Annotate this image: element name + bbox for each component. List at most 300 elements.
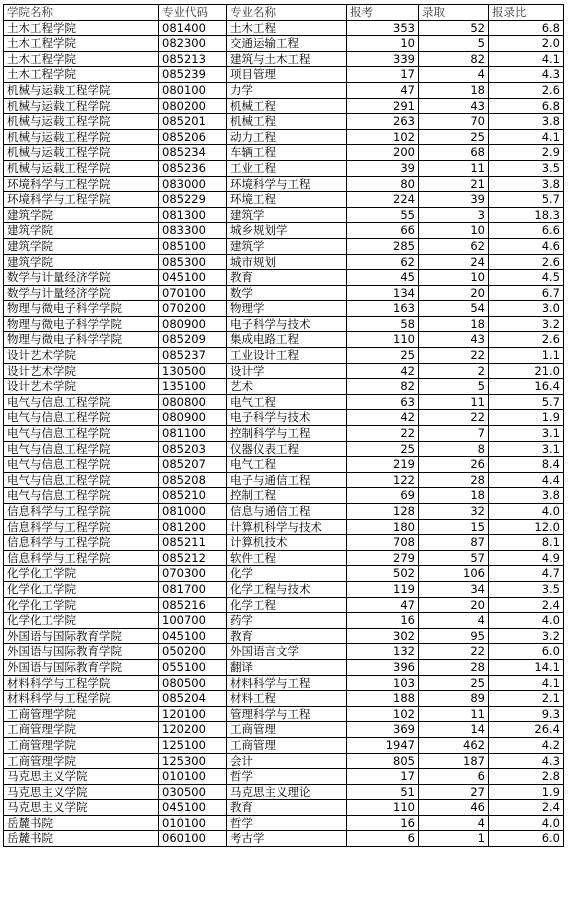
ratio-cell: 4.7	[489, 566, 564, 582]
major-code-cell: 125100	[159, 737, 227, 753]
college-cell: 机械与运载工程学院	[4, 160, 159, 176]
table-row	[4, 192, 564, 208]
ratio-cell: 5.7	[489, 394, 564, 410]
major-code-cell: 130500	[159, 363, 227, 379]
college-cell: 外国语与国际教育学院	[4, 644, 159, 660]
major-code-cell: 055100	[159, 659, 227, 675]
major-code-cell: 085100	[159, 238, 227, 254]
major-name-cell: 城乡规划学	[227, 223, 347, 239]
major-name-cell: 会计	[227, 753, 347, 769]
admitted-cell: 87	[419, 535, 489, 551]
college-cell: 信息科学与工程学院	[4, 550, 159, 566]
college-cell: 物理与微电子科学学院	[4, 301, 159, 317]
college-cell: 信息科学与工程学院	[4, 504, 159, 520]
college-cell: 电气与信息工程学院	[4, 488, 159, 504]
major-name-cell: 土木工程	[227, 20, 347, 36]
table-row	[4, 737, 564, 753]
applicants-cell: 22	[347, 426, 419, 442]
ratio-cell: 4.3	[489, 67, 564, 83]
major-code-cell: 070100	[159, 285, 227, 301]
ratio-cell: 4.1	[489, 129, 564, 145]
major-code-cell: 060100	[159, 831, 227, 847]
ratio-cell: 8.1	[489, 535, 564, 551]
applicants-cell: 6	[347, 831, 419, 847]
table-row	[4, 613, 564, 629]
major-code-cell: 010100	[159, 815, 227, 831]
admitted-cell: 95	[419, 628, 489, 644]
college-cell: 工商管理学院	[4, 722, 159, 738]
ratio-cell: 6.0	[489, 644, 564, 660]
applicants-cell: 134	[347, 285, 419, 301]
major-name-cell: 马克思主义理论	[227, 784, 347, 800]
major-name-cell: 环境科学与工程	[227, 176, 347, 192]
major-name-cell: 教育	[227, 270, 347, 286]
major-name-cell: 翻译	[227, 659, 347, 675]
major-code-cell: 085201	[159, 114, 227, 130]
college-cell: 工商管理学院	[4, 737, 159, 753]
major-name-cell: 哲学	[227, 815, 347, 831]
ratio-cell: 1.9	[489, 784, 564, 800]
table-row	[4, 753, 564, 769]
ratio-cell: 2.8	[489, 769, 564, 785]
ratio-cell: 2.4	[489, 597, 564, 613]
major-code-cell: 083000	[159, 176, 227, 192]
applicants-cell: 279	[347, 550, 419, 566]
college-cell: 数学与计量经济学院	[4, 270, 159, 286]
applicants-cell: 353	[347, 20, 419, 36]
applicants-cell: 58	[347, 316, 419, 332]
major-name-cell: 电子科学与技术	[227, 410, 347, 426]
admitted-cell: 46	[419, 800, 489, 816]
college-cell: 环境科学与工程学院	[4, 192, 159, 208]
admitted-cell: 21	[419, 176, 489, 192]
table-row	[4, 722, 564, 738]
major-code-cell: 085229	[159, 192, 227, 208]
applicants-cell: 51	[347, 784, 419, 800]
table-row	[4, 535, 564, 551]
applicants-cell: 42	[347, 410, 419, 426]
admitted-cell: 4	[419, 613, 489, 629]
admitted-cell: 11	[419, 706, 489, 722]
ratio-cell: 3.8	[489, 176, 564, 192]
admitted-cell: 4	[419, 815, 489, 831]
college-cell: 信息科学与工程学院	[4, 519, 159, 535]
applicants-cell: 369	[347, 722, 419, 738]
ratio-cell: 5.7	[489, 192, 564, 208]
major-name-cell: 化学	[227, 566, 347, 582]
table-row	[4, 223, 564, 239]
ratio-cell: 6.7	[489, 285, 564, 301]
admitted-cell: 187	[419, 753, 489, 769]
table-row	[4, 270, 564, 286]
ratio-cell: 16.4	[489, 379, 564, 395]
ratio-cell: 2.1	[489, 691, 564, 707]
major-name-cell: 计算机科学与技术	[227, 519, 347, 535]
table-row	[4, 316, 564, 332]
major-code-cell: 081700	[159, 581, 227, 597]
table-row	[4, 831, 564, 847]
college-cell: 建筑学院	[4, 238, 159, 254]
college-cell: 马克思主义学院	[4, 769, 159, 785]
applicants-cell: 25	[347, 348, 419, 364]
admitted-cell: 34	[419, 581, 489, 597]
applicants-cell: 163	[347, 301, 419, 317]
table-row	[4, 285, 564, 301]
table-row	[4, 441, 564, 457]
college-cell: 设计艺术学院	[4, 379, 159, 395]
applicants-cell: 110	[347, 332, 419, 348]
major-code-cell: 085208	[159, 472, 227, 488]
admitted-cell: 43	[419, 98, 489, 114]
major-name-cell: 工业设计工程	[227, 348, 347, 364]
applicants-cell: 119	[347, 581, 419, 597]
college-cell: 物理与微电子科学学院	[4, 316, 159, 332]
table-row	[4, 519, 564, 535]
applicants-cell: 502	[347, 566, 419, 582]
table-row	[4, 67, 564, 83]
major-code-cell: 083300	[159, 223, 227, 239]
admitted-cell: 52	[419, 20, 489, 36]
admitted-cell: 3	[419, 207, 489, 223]
applicants-cell: 62	[347, 254, 419, 270]
major-code-cell: 045100	[159, 800, 227, 816]
ratio-cell: 4.6	[489, 238, 564, 254]
major-name-cell: 动力工程	[227, 129, 347, 145]
major-name-cell: 工业工程	[227, 160, 347, 176]
header-ratio: 报录比	[489, 5, 564, 21]
header-applicants: 报考	[347, 5, 419, 21]
college-cell: 机械与运载工程学院	[4, 114, 159, 130]
major-code-cell: 085213	[159, 51, 227, 67]
college-cell: 电气与信息工程学院	[4, 441, 159, 457]
admitted-cell: 15	[419, 519, 489, 535]
applicants-cell: 10	[347, 36, 419, 52]
admitted-cell: 10	[419, 223, 489, 239]
ratio-cell: 4.0	[489, 815, 564, 831]
major-name-cell: 哲学	[227, 769, 347, 785]
admitted-cell: 2	[419, 363, 489, 379]
applicants-cell: 1947	[347, 737, 419, 753]
table-row	[4, 581, 564, 597]
ratio-cell: 14.1	[489, 659, 564, 675]
ratio-cell: 3.8	[489, 114, 564, 130]
applicants-cell: 17	[347, 67, 419, 83]
ratio-cell: 4.3	[489, 753, 564, 769]
ratio-cell: 21.0	[489, 363, 564, 379]
ratio-cell: 6.8	[489, 98, 564, 114]
table-row	[4, 410, 564, 426]
major-name-cell: 考古学	[227, 831, 347, 847]
major-code-cell: 045100	[159, 628, 227, 644]
table-row	[4, 348, 564, 364]
ratio-cell: 1.9	[489, 410, 564, 426]
major-name-cell: 数学	[227, 285, 347, 301]
major-code-cell: 080200	[159, 98, 227, 114]
admitted-cell: 20	[419, 285, 489, 301]
header-major-name: 专业名称	[227, 5, 347, 21]
college-cell: 电气与信息工程学院	[4, 426, 159, 442]
applicants-cell: 103	[347, 675, 419, 691]
table-row	[4, 82, 564, 98]
major-name-cell: 艺术	[227, 379, 347, 395]
admitted-cell: 18	[419, 488, 489, 504]
major-name-cell: 管理科学与工程	[227, 706, 347, 722]
table-row	[4, 36, 564, 52]
admitted-cell: 68	[419, 145, 489, 161]
applicants-cell: 45	[347, 270, 419, 286]
table-row	[4, 488, 564, 504]
major-code-cell: 080800	[159, 394, 227, 410]
applicants-cell: 200	[347, 145, 419, 161]
applicants-cell: 339	[347, 51, 419, 67]
admitted-cell: 70	[419, 114, 489, 130]
major-code-cell: 080500	[159, 675, 227, 691]
admitted-cell: 89	[419, 691, 489, 707]
table-row	[4, 207, 564, 223]
major-code-cell: 081100	[159, 426, 227, 442]
admitted-cell: 14	[419, 722, 489, 738]
major-name-cell: 药学	[227, 613, 347, 629]
major-code-cell: 085216	[159, 597, 227, 613]
admitted-cell: 24	[419, 254, 489, 270]
major-name-cell: 信息与通信工程	[227, 504, 347, 520]
applicants-cell: 47	[347, 597, 419, 613]
college-cell: 化学化工学院	[4, 581, 159, 597]
applicants-cell: 708	[347, 535, 419, 551]
table-row	[4, 472, 564, 488]
applicants-cell: 16	[347, 815, 419, 831]
admitted-cell: 7	[419, 426, 489, 442]
applicants-cell: 291	[347, 98, 419, 114]
admitted-cell: 25	[419, 675, 489, 691]
ratio-cell: 3.1	[489, 441, 564, 457]
ratio-cell: 6.8	[489, 20, 564, 36]
applicants-cell: 188	[347, 691, 419, 707]
table-row	[4, 426, 564, 442]
major-name-cell: 工商管理	[227, 737, 347, 753]
major-name-cell: 机械工程	[227, 98, 347, 114]
applicants-cell: 396	[347, 659, 419, 675]
college-cell: 物理与微电子科学学院	[4, 332, 159, 348]
ratio-cell: 6.6	[489, 223, 564, 239]
major-code-cell: 085211	[159, 535, 227, 551]
applicants-cell: 25	[347, 441, 419, 457]
college-cell: 化学化工学院	[4, 613, 159, 629]
major-name-cell: 控制科学与工程	[227, 426, 347, 442]
applicants-cell: 219	[347, 457, 419, 473]
table-row	[4, 379, 564, 395]
major-code-cell: 045100	[159, 270, 227, 286]
major-name-cell: 电子科学与技术	[227, 316, 347, 332]
admitted-cell: 462	[419, 737, 489, 753]
table-header-row	[4, 5, 564, 21]
admitted-cell: 28	[419, 472, 489, 488]
admitted-cell: 11	[419, 394, 489, 410]
major-code-cell: 120100	[159, 706, 227, 722]
table-row	[4, 254, 564, 270]
table-row	[4, 706, 564, 722]
applicants-cell: 16	[347, 613, 419, 629]
major-name-cell: 工商管理	[227, 722, 347, 738]
major-code-cell: 085209	[159, 332, 227, 348]
header-admitted: 录取	[419, 5, 489, 21]
table-row	[4, 332, 564, 348]
college-cell: 机械与运载工程学院	[4, 82, 159, 98]
college-cell: 土木工程学院	[4, 36, 159, 52]
admitted-cell: 22	[419, 348, 489, 364]
applicants-cell: 66	[347, 223, 419, 239]
major-code-cell: 085234	[159, 145, 227, 161]
major-code-cell: 080900	[159, 316, 227, 332]
major-name-cell: 外国语言文学	[227, 644, 347, 660]
major-name-cell: 电气工程	[227, 457, 347, 473]
applicants-cell: 224	[347, 192, 419, 208]
ratio-cell: 4.1	[489, 51, 564, 67]
ratio-cell: 2.9	[489, 145, 564, 161]
admitted-cell: 54	[419, 301, 489, 317]
table-row	[4, 504, 564, 520]
major-name-cell: 教育	[227, 628, 347, 644]
college-cell: 电气与信息工程学院	[4, 394, 159, 410]
major-name-cell: 设计学	[227, 363, 347, 379]
admitted-cell: 18	[419, 82, 489, 98]
applicants-cell: 39	[347, 160, 419, 176]
ratio-cell: 4.0	[489, 504, 564, 520]
major-code-cell: 080100	[159, 82, 227, 98]
major-name-cell: 交通运输工程	[227, 36, 347, 52]
college-cell: 材料科学与工程学院	[4, 691, 159, 707]
college-cell: 外国语与国际教育学院	[4, 659, 159, 675]
table-row	[4, 238, 564, 254]
applicants-cell: 102	[347, 129, 419, 145]
major-code-cell: 085207	[159, 457, 227, 473]
table-row	[4, 628, 564, 644]
major-code-cell: 070200	[159, 301, 227, 317]
ratio-cell: 1.1	[489, 348, 564, 364]
table-row	[4, 597, 564, 613]
ratio-cell: 18.3	[489, 207, 564, 223]
applicants-cell: 285	[347, 238, 419, 254]
table-row	[4, 815, 564, 831]
major-name-cell: 电子与通信工程	[227, 472, 347, 488]
admitted-cell: 28	[419, 659, 489, 675]
applicants-cell: 805	[347, 753, 419, 769]
college-cell: 岳麓书院	[4, 831, 159, 847]
table-row	[4, 800, 564, 816]
admitted-cell: 10	[419, 270, 489, 286]
ratio-cell: 2.6	[489, 254, 564, 270]
major-name-cell: 材料科学与工程	[227, 675, 347, 691]
table-row	[4, 98, 564, 114]
ratio-cell: 12.0	[489, 519, 564, 535]
major-code-cell: 081200	[159, 519, 227, 535]
table-row	[4, 129, 564, 145]
college-cell: 机械与运载工程学院	[4, 98, 159, 114]
ratio-cell: 4.9	[489, 550, 564, 566]
applicants-cell: 63	[347, 394, 419, 410]
admitted-cell: 22	[419, 644, 489, 660]
admitted-cell: 62	[419, 238, 489, 254]
admitted-cell: 82	[419, 51, 489, 67]
applicants-cell: 302	[347, 628, 419, 644]
admitted-cell: 18	[419, 316, 489, 332]
applicants-cell: 128	[347, 504, 419, 520]
table-row	[4, 176, 564, 192]
admitted-cell: 4	[419, 67, 489, 83]
college-cell: 电气与信息工程学院	[4, 410, 159, 426]
applicants-cell: 82	[347, 379, 419, 395]
major-name-cell: 化学工程与技术	[227, 581, 347, 597]
applicants-cell: 69	[347, 488, 419, 504]
ratio-cell: 2.6	[489, 82, 564, 98]
major-code-cell: 080900	[159, 410, 227, 426]
table-row	[4, 769, 564, 785]
major-name-cell: 建筑学	[227, 238, 347, 254]
table-row	[4, 550, 564, 566]
table-row	[4, 644, 564, 660]
table-row	[4, 394, 564, 410]
table-row	[4, 457, 564, 473]
college-cell: 设计艺术学院	[4, 363, 159, 379]
major-name-cell: 化学工程	[227, 597, 347, 613]
ratio-cell: 2.0	[489, 36, 564, 52]
major-name-cell: 车辆工程	[227, 145, 347, 161]
college-cell: 工商管理学院	[4, 706, 159, 722]
major-code-cell: 085300	[159, 254, 227, 270]
table-row	[4, 20, 564, 36]
ratio-cell: 6.0	[489, 831, 564, 847]
major-code-cell: 010100	[159, 769, 227, 785]
major-code-cell: 081300	[159, 207, 227, 223]
table-row	[4, 160, 564, 176]
major-name-cell: 集成电路工程	[227, 332, 347, 348]
applicants-cell: 122	[347, 472, 419, 488]
college-cell: 马克思主义学院	[4, 784, 159, 800]
major-code-cell: 085206	[159, 129, 227, 145]
major-name-cell: 物理学	[227, 301, 347, 317]
major-code-cell: 085203	[159, 441, 227, 457]
major-name-cell: 城市规划	[227, 254, 347, 270]
table-body	[4, 20, 564, 846]
applicants-cell: 180	[347, 519, 419, 535]
major-name-cell: 机械工程	[227, 114, 347, 130]
admitted-cell: 43	[419, 332, 489, 348]
major-name-cell: 计算机技术	[227, 535, 347, 551]
table-row	[4, 566, 564, 582]
admitted-cell: 5	[419, 36, 489, 52]
major-name-cell: 环境工程	[227, 192, 347, 208]
major-name-cell: 仪器仪表工程	[227, 441, 347, 457]
major-name-cell: 力学	[227, 82, 347, 98]
admitted-cell: 39	[419, 192, 489, 208]
college-cell: 土木工程学院	[4, 67, 159, 83]
ratio-cell: 3.2	[489, 316, 564, 332]
ratio-cell: 3.2	[489, 628, 564, 644]
table-row	[4, 145, 564, 161]
header-major-code: 专业代码	[159, 5, 227, 21]
college-cell: 土木工程学院	[4, 20, 159, 36]
ratio-cell: 2.4	[489, 800, 564, 816]
admitted-cell: 57	[419, 550, 489, 566]
applicants-cell: 80	[347, 176, 419, 192]
admitted-cell: 22	[419, 410, 489, 426]
major-name-cell: 教育	[227, 800, 347, 816]
major-code-cell: 085210	[159, 488, 227, 504]
college-cell: 机械与运载工程学院	[4, 145, 159, 161]
ratio-cell: 8.4	[489, 457, 564, 473]
major-code-cell: 135100	[159, 379, 227, 395]
college-cell: 数学与计量经济学院	[4, 285, 159, 301]
